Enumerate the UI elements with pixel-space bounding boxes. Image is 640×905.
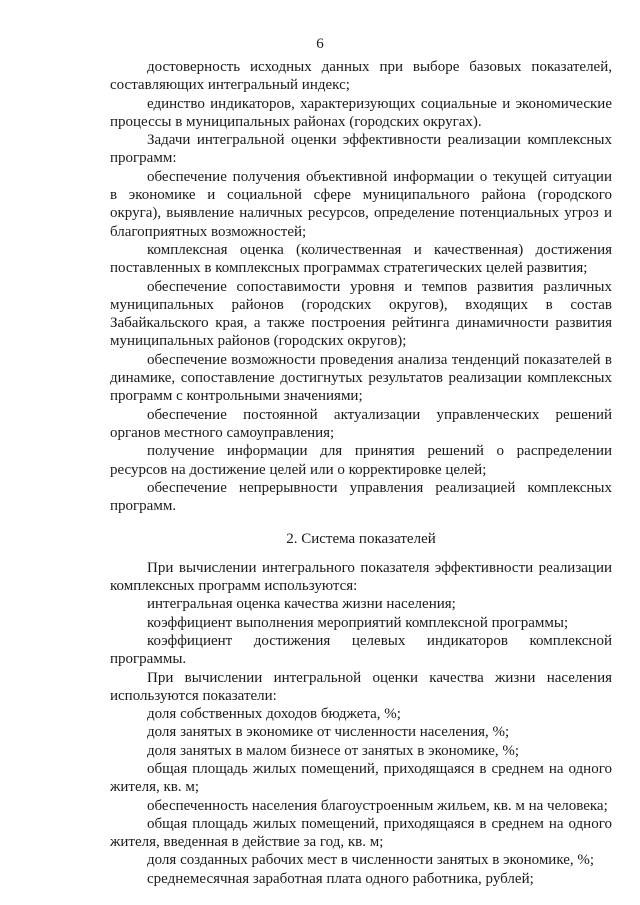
text-line: муниципальных районов (городских округов), входящих в состав: [110, 296, 612, 313]
text-line: программ с контрольными значениями;: [110, 388, 363, 405]
text-line: программы.: [110, 651, 187, 668]
paragraph: [110, 870, 612, 888]
paragraph: [110, 797, 612, 815]
paragraph: [110, 351, 612, 406]
text-line: Забайкальского края, а также построения рейтинга динамичности развития: [110, 315, 612, 332]
paragraph: [110, 595, 612, 613]
text-line: ресурсов на достижение целей или о корректировке целей;: [110, 461, 487, 478]
text-line: доля собственных доходов бюджета, %;: [147, 706, 401, 723]
paragraph: [110, 559, 612, 596]
paragraph: [110, 241, 612, 278]
text-line: округа), выявление наличных ресурсов, определение потенциальных угроз и: [110, 205, 612, 222]
paragraph: [110, 168, 612, 241]
paragraph: [110, 632, 612, 669]
text-line: обеспечение возможности проведения анализа тенденций показателей в: [147, 351, 612, 368]
text-line: коэффициент достижения целевых индикаторов комплексной: [147, 632, 612, 649]
paragraph: [110, 406, 612, 443]
text-line: среднемесячная заработная плата одного работника, рублей;: [147, 870, 534, 887]
text-line: муниципальных районов (городских округов);: [110, 333, 407, 350]
text-line: комплексная оценка (количественная и качественная) достижения: [147, 241, 612, 258]
text-line: обеспеченность населения благоустроенным жильем, кв. м на человека;: [147, 797, 608, 814]
text-line: единство индикаторов, характеризующих социальные и экономические: [147, 95, 612, 112]
text-line: составляющих интегральный индекс;: [110, 77, 350, 94]
text-line: программ:: [110, 150, 177, 167]
text-line: При вычислении интегрального показателя эффективности реализации: [147, 559, 612, 576]
text-line: общая площадь жилых помещений, приходящаяся в среднем на одного: [147, 815, 612, 832]
paragraph: [110, 760, 612, 797]
text-line: доля занятых в экономике от численности населения, %;: [147, 724, 510, 741]
text-line: программ.: [110, 498, 177, 515]
paragraph: [110, 669, 612, 706]
paragraph: [110, 278, 612, 351]
paragraph: [110, 705, 612, 723]
paragraph: [110, 851, 612, 869]
text-line: При вычислении интегральной оценки качества жизни населения: [147, 669, 612, 686]
paragraph: [110, 58, 612, 95]
section-heading: [110, 530, 612, 548]
page-text: [110, 58, 612, 888]
paragraph: [110, 742, 612, 760]
paragraph: [110, 479, 612, 516]
text-line: обеспечение сопоставимости уровня и темпов развития различных: [147, 278, 612, 295]
text-line: коэффициент выполнения мероприятий комплексной программы;: [147, 614, 569, 631]
text-line: обеспечение непрерывности управления реализацией комплексных: [147, 479, 612, 496]
text-line: используются показатели:: [110, 687, 277, 704]
text-line: благоприятных возможностей;: [110, 223, 307, 240]
text-line: процессы в муниципальных районах (городских округах).: [110, 113, 482, 130]
text-line: жителя, кв. м;: [110, 779, 200, 796]
paragraph: [110, 815, 612, 852]
text-line: жителя, введенная в действие за год, кв. м;: [110, 834, 384, 851]
text-line: комплексных программ используются:: [110, 578, 358, 595]
paragraph: [110, 131, 612, 168]
paragraph: [110, 723, 612, 741]
text-line: органов местного самоуправления;: [110, 424, 335, 441]
text-line: достоверность исходных данных при выборе базовых показателей,: [147, 59, 612, 75]
text-line: Задачи интегральной оценки эффективности реализации комплексных: [147, 132, 612, 149]
paragraph: [110, 442, 612, 479]
page-number: 6: [316, 36, 324, 52]
text-line: общая площадь жилых помещений, приходящаяся в среднем на одного: [147, 760, 612, 777]
heading-text: 2. Система показателей: [286, 531, 436, 548]
paragraph: [110, 95, 612, 132]
paragraph: [110, 614, 612, 632]
text-line: обеспечение постоянной актуализации управленческих решений: [147, 406, 612, 423]
text-line: интегральная оценка качества жизни населения;: [147, 596, 456, 613]
text-line: доля занятых в малом бизнесе от занятых в экономике, %;: [147, 742, 520, 759]
text-line: динамике, сопоставление достигнутых результатов реализации комплексных: [110, 370, 612, 387]
text-line: поставленных в комплексных программах стратегических целей развития;: [110, 260, 588, 277]
text-line: в экономике и социальной сфере муниципального района (городского: [110, 187, 612, 204]
text-line: получение информации для принятия решений о распределении: [147, 443, 612, 460]
text-line: доля созданных рабочих мест в численности занятых в экономике, %;: [147, 852, 595, 869]
text-line: обеспечение получения объективной информации о текущей ситуации: [147, 168, 612, 185]
